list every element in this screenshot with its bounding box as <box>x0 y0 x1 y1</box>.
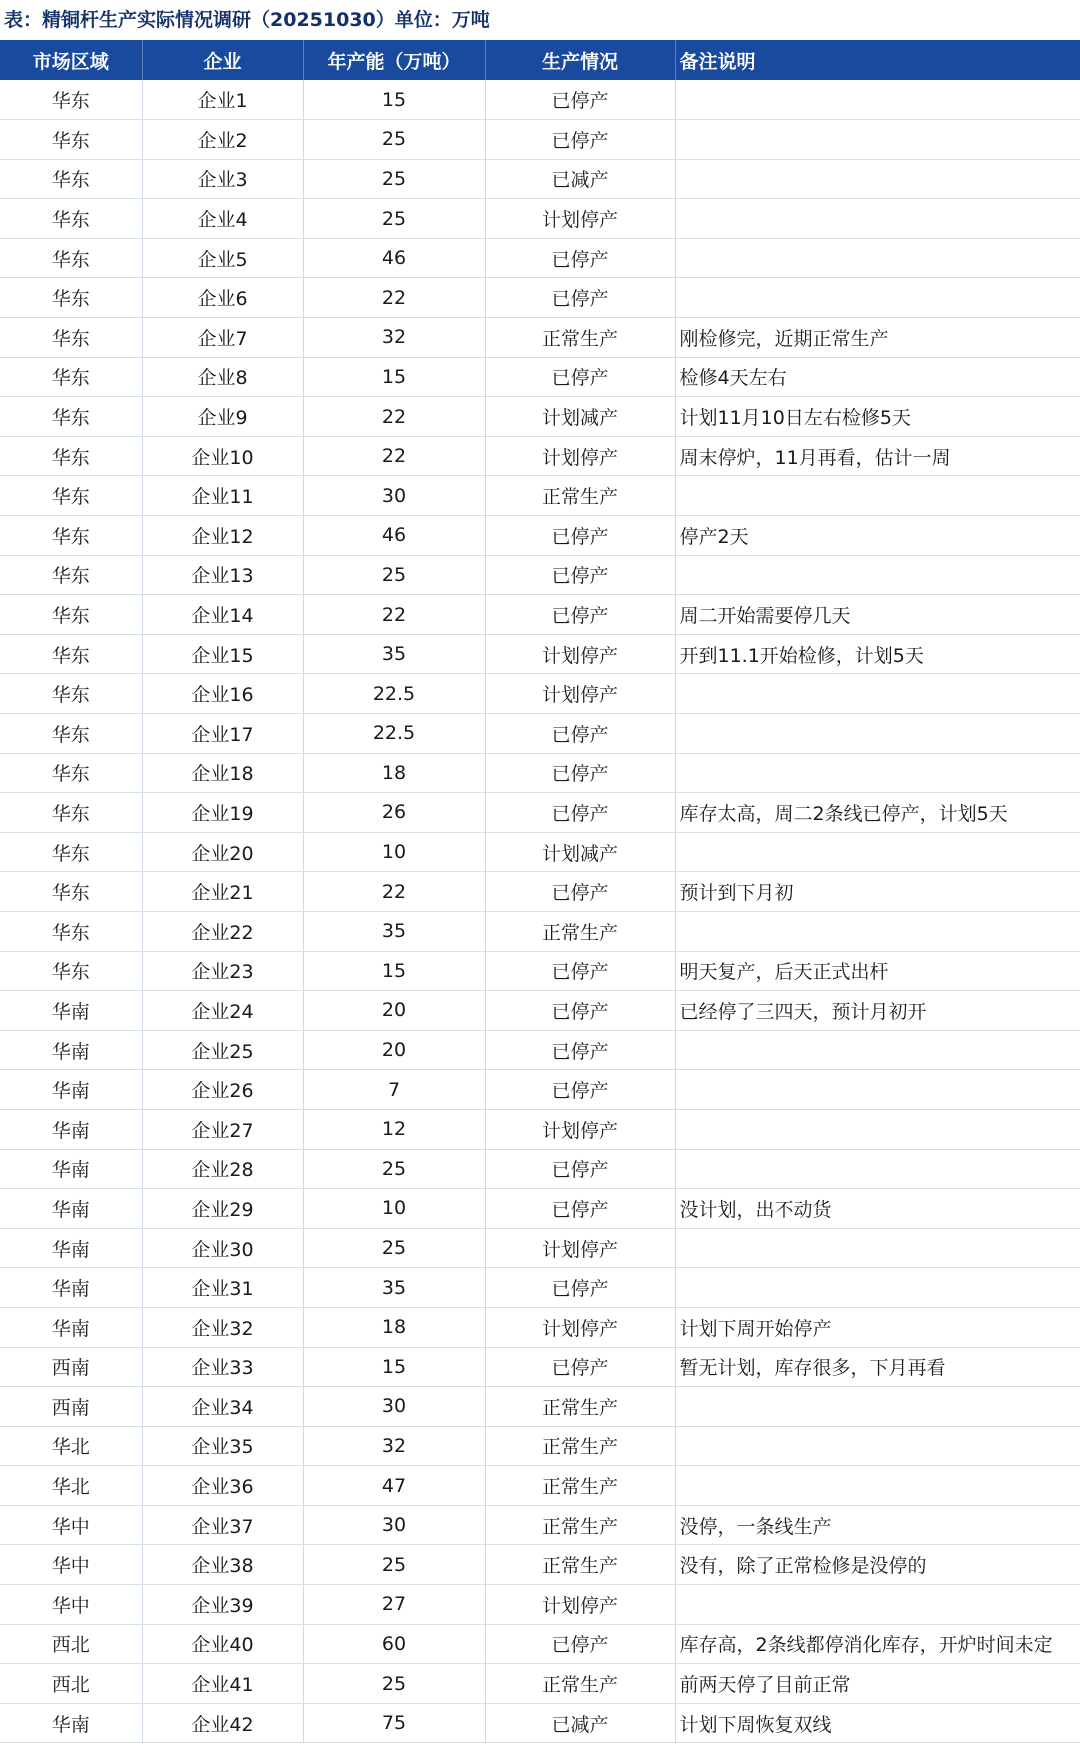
cell-status: 已停产 <box>485 555 675 595</box>
cell-notes <box>675 1426 1080 1466</box>
cell-region: 华东 <box>0 278 142 318</box>
cell-status: 正常生产 <box>485 318 675 358</box>
cell-capacity: 25 <box>303 120 485 160</box>
cell-status: 正常生产 <box>485 1505 675 1545</box>
cell-capacity: 22.5 <box>303 714 485 754</box>
cell-company: 企业2 <box>142 120 303 160</box>
table-row <box>0 1545 1080 1585</box>
cell-status: 已停产 <box>485 1268 675 1308</box>
cell-region: 华东 <box>0 80 142 120</box>
cell-capacity: 25 <box>303 1228 485 1268</box>
cell-notes: 周末停炉，11月再看，估计一周 <box>675 436 1080 476</box>
cell-region: 西北 <box>0 1664 142 1704</box>
cell-company: 企业4 <box>142 199 303 239</box>
cell-notes: 计划11月10日左右检修5天 <box>675 397 1080 437</box>
cell-region: 华中 <box>0 1545 142 1585</box>
cell-capacity: 25 <box>303 1149 485 1189</box>
cell-notes <box>675 159 1080 199</box>
cell-notes: 库存太高，周二2条线已停产，计划5天 <box>675 793 1080 833</box>
table-row <box>0 1109 1080 1149</box>
table-row <box>0 159 1080 199</box>
cell-region: 西南 <box>0 1387 142 1427</box>
cell-region: 华东 <box>0 951 142 991</box>
cell-region: 华南 <box>0 1703 142 1743</box>
cell-company: 企业14 <box>142 595 303 635</box>
cell-company: 企业8 <box>142 357 303 397</box>
cell-capacity: 25 <box>303 159 485 199</box>
cell-status: 计划减产 <box>485 832 675 872</box>
cell-status: 已停产 <box>485 595 675 635</box>
table-row <box>0 991 1080 1031</box>
cell-region: 华东 <box>0 832 142 872</box>
cell-region: 西北 <box>0 1624 142 1664</box>
cell-capacity: 15 <box>303 357 485 397</box>
table-row <box>0 1070 1080 1110</box>
cell-notes: 没有，除了正常检修是没停的 <box>675 1545 1080 1585</box>
table-row <box>0 555 1080 595</box>
cell-notes: 前两天停了目前正常 <box>675 1664 1080 1704</box>
cell-company: 企业21 <box>142 872 303 912</box>
cell-capacity: 20 <box>303 991 485 1031</box>
cell-region: 华南 <box>0 1030 142 1070</box>
cell-capacity: 46 <box>303 238 485 278</box>
cell-region: 华东 <box>0 238 142 278</box>
cell-status: 已停产 <box>485 1189 675 1229</box>
cell-company: 企业40 <box>142 1624 303 1664</box>
table-row <box>0 120 1080 160</box>
cell-capacity: 35 <box>303 1268 485 1308</box>
cell-region: 华东 <box>0 120 142 160</box>
cell-notes <box>675 1585 1080 1625</box>
cell-company: 企业36 <box>142 1466 303 1506</box>
cell-region: 华东 <box>0 911 142 951</box>
cell-company: 企业3 <box>142 159 303 199</box>
table-row <box>0 1664 1080 1704</box>
table-row <box>0 1189 1080 1229</box>
cell-notes <box>675 80 1080 120</box>
cell-region: 华东 <box>0 516 142 556</box>
cell-notes: 没计划，出不动货 <box>675 1189 1080 1229</box>
cell-capacity: 30 <box>303 476 485 516</box>
header-company: 企业 <box>142 40 303 80</box>
cell-notes <box>675 1228 1080 1268</box>
cell-region: 华南 <box>0 1070 142 1110</box>
table-row <box>0 1268 1080 1308</box>
cell-status: 已停产 <box>485 516 675 556</box>
table-row <box>0 397 1080 437</box>
table-row <box>0 951 1080 991</box>
table-body <box>0 80 1080 1743</box>
cell-company: 企业41 <box>142 1664 303 1704</box>
cell-company: 企业1 <box>142 80 303 120</box>
cell-capacity: 15 <box>303 1347 485 1387</box>
cell-notes <box>675 674 1080 714</box>
cell-notes <box>675 278 1080 318</box>
cell-status: 已停产 <box>485 1070 675 1110</box>
cell-notes: 开到11.1开始检修，计划5天 <box>675 634 1080 674</box>
cell-status: 计划停产 <box>485 1109 675 1149</box>
cell-notes: 计划下周开始停产 <box>675 1307 1080 1347</box>
cell-company: 企业12 <box>142 516 303 556</box>
cell-notes <box>675 555 1080 595</box>
cell-region: 华北 <box>0 1426 142 1466</box>
cell-notes: 计划下周恢复双线 <box>675 1703 1080 1743</box>
cell-company: 企业22 <box>142 911 303 951</box>
cell-notes <box>675 238 1080 278</box>
cell-status: 已停产 <box>485 951 675 991</box>
production-survey-table <box>0 40 1080 1743</box>
cell-company: 企业18 <box>142 753 303 793</box>
table-row <box>0 516 1080 556</box>
table-row <box>0 634 1080 674</box>
cell-region: 华东 <box>0 159 142 199</box>
cell-company: 企业24 <box>142 991 303 1031</box>
cell-capacity: 22 <box>303 595 485 635</box>
table-row <box>0 1703 1080 1743</box>
table-row <box>0 278 1080 318</box>
cell-region: 华东 <box>0 199 142 239</box>
cell-region: 华南 <box>0 991 142 1031</box>
cell-company: 企业35 <box>142 1426 303 1466</box>
table-row <box>0 1228 1080 1268</box>
cell-company: 企业15 <box>142 634 303 674</box>
cell-capacity: 32 <box>303 318 485 358</box>
cell-capacity: 15 <box>303 80 485 120</box>
table-row <box>0 80 1080 120</box>
cell-capacity: 22.5 <box>303 674 485 714</box>
cell-company: 企业13 <box>142 555 303 595</box>
cell-capacity: 22 <box>303 436 485 476</box>
cell-region: 华东 <box>0 357 142 397</box>
cell-status: 正常生产 <box>485 1426 675 1466</box>
table-row <box>0 1426 1080 1466</box>
cell-company: 企业19 <box>142 793 303 833</box>
cell-company: 企业10 <box>142 436 303 476</box>
cell-capacity: 46 <box>303 516 485 556</box>
cell-status: 计划停产 <box>485 1228 675 1268</box>
cell-notes <box>675 1070 1080 1110</box>
table-row <box>0 1466 1080 1506</box>
cell-status: 已停产 <box>485 991 675 1031</box>
cell-status: 已停产 <box>485 1030 675 1070</box>
header-region: 市场区域 <box>0 40 142 80</box>
table-row <box>0 1149 1080 1189</box>
table-row <box>0 1307 1080 1347</box>
cell-status: 已停产 <box>485 120 675 160</box>
cell-region: 华东 <box>0 793 142 833</box>
cell-notes: 刚检修完，近期正常生产 <box>675 318 1080 358</box>
cell-notes: 没停，一条线生产 <box>675 1505 1080 1545</box>
header-capacity: 年产能（万吨） <box>303 40 485 80</box>
cell-company: 企业17 <box>142 714 303 754</box>
header-notes: 备注说明 <box>679 50 756 73</box>
cell-notes <box>675 911 1080 951</box>
cell-region: 华东 <box>0 753 142 793</box>
table-row <box>0 911 1080 951</box>
cell-notes <box>675 120 1080 160</box>
cell-company: 企业23 <box>142 951 303 991</box>
cell-capacity: 25 <box>303 199 485 239</box>
cell-company: 企业16 <box>142 674 303 714</box>
cell-capacity: 10 <box>303 832 485 872</box>
cell-notes <box>675 1268 1080 1308</box>
cell-notes <box>675 476 1080 516</box>
cell-capacity: 7 <box>303 1070 485 1110</box>
cell-status: 正常生产 <box>485 1664 675 1704</box>
cell-status: 已停产 <box>485 793 675 833</box>
cell-capacity: 60 <box>303 1624 485 1664</box>
cell-status: 已停产 <box>485 753 675 793</box>
cell-status: 已停产 <box>485 357 675 397</box>
cell-capacity: 75 <box>303 1703 485 1743</box>
cell-company: 企业34 <box>142 1387 303 1427</box>
cell-region: 华南 <box>0 1109 142 1149</box>
table-row <box>0 714 1080 754</box>
table-row <box>0 199 1080 239</box>
cell-company: 企业5 <box>142 238 303 278</box>
cell-capacity: 35 <box>303 634 485 674</box>
cell-status: 计划停产 <box>485 634 675 674</box>
cell-capacity: 22 <box>303 278 485 318</box>
cell-company: 企业26 <box>142 1070 303 1110</box>
cell-notes: 周二开始需要停几天 <box>675 595 1080 635</box>
cell-notes: 已经停了三四天，预计月初开 <box>675 991 1080 1031</box>
cell-capacity: 22 <box>303 872 485 912</box>
cell-capacity: 26 <box>303 793 485 833</box>
cell-region: 华东 <box>0 634 142 674</box>
cell-region: 华北 <box>0 1466 142 1506</box>
cell-region: 华南 <box>0 1189 142 1229</box>
cell-company: 企业25 <box>142 1030 303 1070</box>
cell-status: 计划停产 <box>485 1585 675 1625</box>
cell-status: 计划减产 <box>485 397 675 437</box>
table-row <box>0 753 1080 793</box>
cell-capacity: 32 <box>303 1426 485 1466</box>
cell-capacity: 22 <box>303 397 485 437</box>
cell-status: 正常生产 <box>485 1387 675 1427</box>
cell-notes: 预计到下月初 <box>675 872 1080 912</box>
table-row <box>0 318 1080 358</box>
cell-region: 华东 <box>0 436 142 476</box>
cell-notes: 明天复产，后天正式出杆 <box>675 951 1080 991</box>
cell-status: 正常生产 <box>485 911 675 951</box>
cell-status: 已停产 <box>485 238 675 278</box>
cell-notes <box>675 1149 1080 1189</box>
cell-notes <box>675 753 1080 793</box>
table-row <box>0 238 1080 278</box>
cell-notes <box>675 714 1080 754</box>
cell-notes: 暂无计划，库存很多，下月再看 <box>675 1347 1080 1387</box>
cell-region: 西南 <box>0 1347 142 1387</box>
cell-notes <box>675 1109 1080 1149</box>
cell-capacity: 35 <box>303 911 485 951</box>
table-row <box>0 793 1080 833</box>
cell-notes <box>675 199 1080 239</box>
cell-company: 企业6 <box>142 278 303 318</box>
cell-status: 计划停产 <box>485 1307 675 1347</box>
cell-capacity: 25 <box>303 1664 485 1704</box>
table-row <box>0 674 1080 714</box>
cell-region: 华中 <box>0 1585 142 1625</box>
cell-region: 华东 <box>0 872 142 912</box>
cell-company: 企业33 <box>142 1347 303 1387</box>
cell-company: 企业20 <box>142 832 303 872</box>
cell-notes <box>675 1387 1080 1427</box>
cell-region: 华中 <box>0 1505 142 1545</box>
cell-region: 华东 <box>0 714 142 754</box>
table-row <box>0 832 1080 872</box>
cell-capacity: 15 <box>303 951 485 991</box>
table-row <box>0 595 1080 635</box>
cell-status: 已停产 <box>485 1347 675 1387</box>
cell-capacity: 10 <box>303 1189 485 1229</box>
cell-region: 华南 <box>0 1268 142 1308</box>
cell-notes <box>675 832 1080 872</box>
cell-capacity: 25 <box>303 555 485 595</box>
table-row <box>0 1347 1080 1387</box>
cell-region: 华东 <box>0 595 142 635</box>
table-row <box>0 357 1080 397</box>
cell-company: 企业28 <box>142 1149 303 1189</box>
cell-capacity: 30 <box>303 1387 485 1427</box>
cell-region: 华东 <box>0 476 142 516</box>
table-title: 表：精铜杆生产实际情况调研（20251030）单位：万吨 <box>4 9 490 31</box>
cell-notes <box>675 1030 1080 1070</box>
table-row <box>0 1505 1080 1545</box>
cell-capacity: 30 <box>303 1505 485 1545</box>
cell-status: 已停产 <box>485 714 675 754</box>
cell-status: 已停产 <box>485 80 675 120</box>
cell-capacity: 25 <box>303 1545 485 1585</box>
cell-company: 企业38 <box>142 1545 303 1585</box>
cell-region: 华东 <box>0 674 142 714</box>
cell-status: 已减产 <box>485 1703 675 1743</box>
table-row <box>0 872 1080 912</box>
cell-capacity: 20 <box>303 1030 485 1070</box>
cell-capacity: 18 <box>303 753 485 793</box>
cell-company: 企业30 <box>142 1228 303 1268</box>
cell-region: 华东 <box>0 318 142 358</box>
cell-region: 华南 <box>0 1149 142 1189</box>
cell-capacity: 27 <box>303 1585 485 1625</box>
cell-status: 计划停产 <box>485 674 675 714</box>
table-row <box>0 1585 1080 1625</box>
cell-notes: 停产2天 <box>675 516 1080 556</box>
cell-company: 企业9 <box>142 397 303 437</box>
cell-company: 企业29 <box>142 1189 303 1229</box>
table-row <box>0 1030 1080 1070</box>
cell-status: 正常生产 <box>485 1466 675 1506</box>
cell-status: 已停产 <box>485 1149 675 1189</box>
cell-company: 企业39 <box>142 1585 303 1625</box>
cell-company: 企业27 <box>142 1109 303 1149</box>
cell-capacity: 12 <box>303 1109 485 1149</box>
cell-region: 华南 <box>0 1228 142 1268</box>
cell-company: 企业42 <box>142 1703 303 1743</box>
cell-company: 企业11 <box>142 476 303 516</box>
cell-status: 已停产 <box>485 278 675 318</box>
cell-region: 华南 <box>0 1307 142 1347</box>
table-row <box>0 1387 1080 1427</box>
cell-status: 正常生产 <box>485 476 675 516</box>
cell-status: 已停产 <box>485 1624 675 1664</box>
cell-status: 计划停产 <box>485 199 675 239</box>
cell-status: 正常生产 <box>485 1545 675 1585</box>
cell-company: 企业7 <box>142 318 303 358</box>
cell-region: 华东 <box>0 555 142 595</box>
table-row <box>0 476 1080 516</box>
cell-status: 已停产 <box>485 872 675 912</box>
table-header-row <box>0 40 1080 80</box>
cell-status: 已减产 <box>485 159 675 199</box>
cell-status: 计划停产 <box>485 436 675 476</box>
table-row <box>0 1624 1080 1664</box>
cell-notes <box>675 1466 1080 1506</box>
cell-company: 企业31 <box>142 1268 303 1308</box>
cell-company: 企业32 <box>142 1307 303 1347</box>
cell-notes: 检修4天左右 <box>675 357 1080 397</box>
cell-region: 华东 <box>0 397 142 437</box>
table-row <box>0 436 1080 476</box>
cell-capacity: 18 <box>303 1307 485 1347</box>
header-status: 生产情况 <box>485 40 675 80</box>
cell-company: 企业37 <box>142 1505 303 1545</box>
cell-notes: 库存高，2条线都停消化库存，开炉时间未定 <box>675 1624 1080 1664</box>
cell-capacity: 47 <box>303 1466 485 1506</box>
